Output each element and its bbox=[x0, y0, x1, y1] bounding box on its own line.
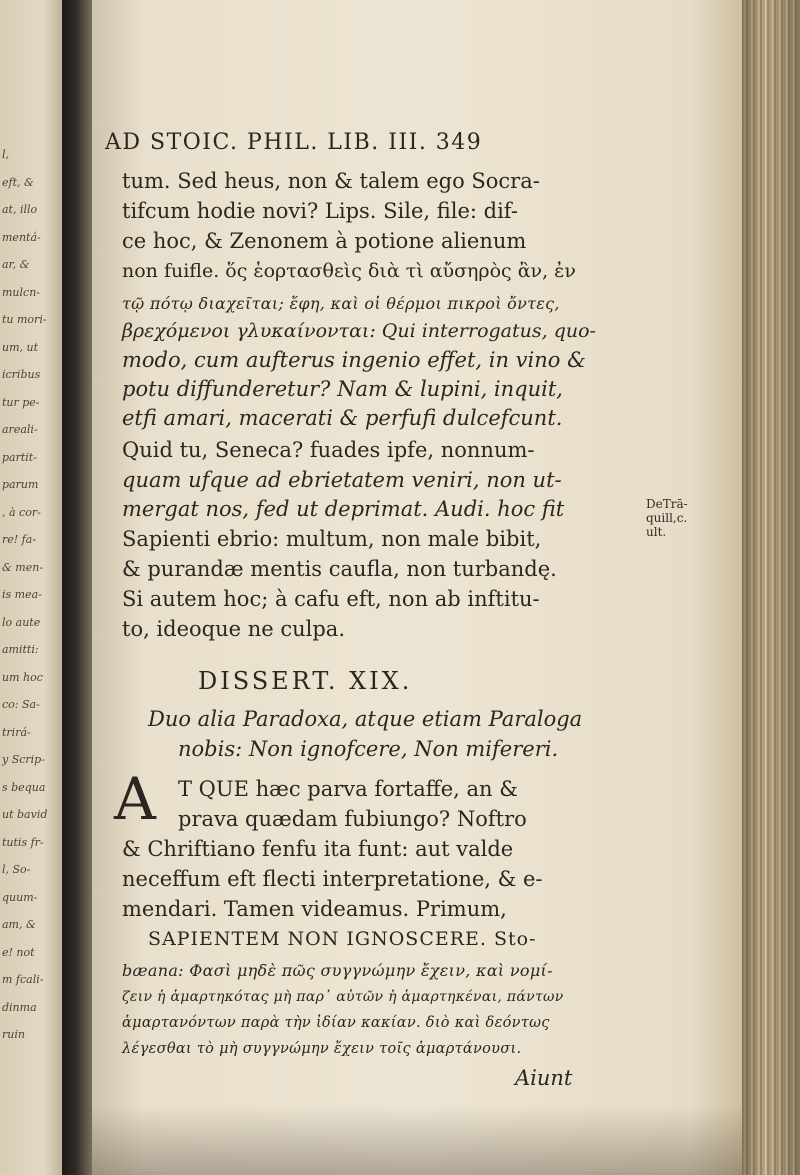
greek-line: ζειν ἡ ἁμαρτηκότας μὴ παρ᾽ αὐτῶν ἡ ἁμαρτηκέναι, πάντων bbox=[122, 989, 564, 1005]
text-line: tifcum hodie novi? Lips. Sile, file: dif- bbox=[122, 199, 518, 223]
left-page-fragment: lo aute bbox=[2, 615, 41, 629]
left-page-fragment: re! fa- bbox=[2, 533, 37, 546]
left-page-fragment: amitti: bbox=[2, 643, 39, 656]
left-page-fragment: ruin bbox=[2, 1028, 25, 1041]
greek-line: ἁμαρτανόντων παρὰ τὴν ἰδίαν κακίαν. διὸ καὶ δεόντως bbox=[122, 1015, 550, 1031]
left-page-fragment: & men- bbox=[2, 560, 44, 574]
text-line: Sapienti ebrio: multum, non male bibit, bbox=[122, 527, 542, 551]
left-page-fragment: ar, & bbox=[2, 258, 30, 271]
text-line: Si autem hoc; à cafu eft, non ab inftitu- bbox=[122, 587, 540, 611]
left-page-fragment: trirá- bbox=[2, 725, 31, 739]
text-line: to, ideoque ne culpa. bbox=[122, 617, 346, 641]
text-line: tum. Sed heus, non & talem ego Socra- bbox=[122, 169, 540, 193]
left-page-fragment: icribus bbox=[2, 368, 41, 381]
subtitle-line: nobis: Non ignofcere, Non mifereri. bbox=[178, 737, 559, 761]
text-line: neceffum eft flecti interpretatione, & e- bbox=[122, 867, 543, 891]
left-page-fragment: mulcn- bbox=[2, 285, 40, 299]
left-page-fragment: eft, & bbox=[2, 175, 34, 189]
text-line: mendari. Tamen videamus. Primum, bbox=[122, 897, 507, 921]
left-page-fragment: m fcali- bbox=[2, 973, 44, 986]
text-line: T QUE hæc parva fortaffe, an & bbox=[178, 777, 518, 801]
left-page-fragment: areali- bbox=[2, 423, 38, 436]
left-page-fragment: mentá- bbox=[2, 230, 41, 244]
margin-note: DeTrā- quill,c. ult. bbox=[646, 497, 688, 539]
drop-cap: A bbox=[114, 765, 156, 833]
left-page-fragment: y Scrip- bbox=[2, 753, 45, 766]
running-head: AD STOIC. PHIL. LIB. III. 349 bbox=[105, 130, 483, 155]
book-gutter bbox=[62, 0, 96, 1175]
text-line: quam ufque ad ebrietatem veniri, non ut- bbox=[122, 468, 562, 492]
left-page-fragment: parum bbox=[2, 478, 39, 491]
text-line: mergat nos, fed ut deprimat. Audi. hoc fit bbox=[122, 497, 565, 521]
text-line: & purandæ mentis caufla, non turbandę. bbox=[122, 557, 557, 581]
catchword: Aiunt bbox=[515, 1066, 573, 1090]
left-page-fragment: ut bavid bbox=[2, 808, 48, 821]
greek-line: bæana: Φασὶ μηδὲ πῶς συγγνώμην ἔχειν, καὶ νομί- bbox=[122, 961, 553, 980]
left-page-fragment: am, & bbox=[2, 918, 36, 931]
section-title: DISSERT. XIX. bbox=[198, 667, 413, 695]
left-page-fragment: e! not bbox=[2, 945, 35, 959]
greek-line: τῷ πότῳ διαχεῖται; ἔφη, καὶ οἱ θέρμοι πικροὶ ὄντες, bbox=[122, 294, 560, 313]
text-line: SAPIENTEM NON IGNOSCERE. Sto- bbox=[148, 928, 537, 950]
text-line: non fuifle. ὅς ἑορτασθεὶς διὰ τὶ αὔσηρὸς ἂν, ἐν bbox=[122, 260, 576, 282]
text-line: βρεχόμενοι γλυκαίνονται: Qui interrogatus, quo- bbox=[122, 320, 596, 342]
text-line: & Chriftiano fenfu ita funt: aut valde bbox=[122, 837, 514, 861]
left-page-fragment: tutis fr- bbox=[2, 835, 44, 849]
text-line: potu diffunderetur? Nam & lupini, inquit, bbox=[122, 377, 563, 401]
left-page-fragment: s bequa bbox=[2, 780, 46, 794]
subtitle-line: Duo alia Paradoxa, atque etiam Paraloga bbox=[148, 707, 583, 731]
page-shadow bbox=[92, 1105, 742, 1175]
left-page-fragment: um hoc bbox=[2, 670, 43, 684]
left-page-fragment: um, ut bbox=[2, 340, 39, 354]
greek-line: λέγεσθαι τὸ μὴ συγγνώμην ἔχειν τοῖς ἁμαρτάνουσι. bbox=[122, 1041, 522, 1057]
left-page-fragment: partit- bbox=[2, 450, 37, 464]
text-line: prava quædam fubiungo? Noftro bbox=[178, 807, 527, 831]
left-page-fragment: , à cor- bbox=[2, 505, 41, 519]
left-page-fragment: quum- bbox=[2, 890, 38, 904]
left-page-fragment: co: Sa- bbox=[2, 698, 40, 711]
text-line: Quid tu, Seneca? fuades ipfe, nonnum- bbox=[122, 438, 535, 462]
left-page-edge bbox=[0, 0, 62, 1175]
left-page-fragment: dinma bbox=[2, 1000, 37, 1014]
left-page-fragment: at, illo bbox=[2, 203, 38, 216]
left-page-fragment: is mea- bbox=[2, 588, 42, 601]
text-line: modo, cum aufterus ingenio effet, in vino & bbox=[122, 348, 586, 372]
text-line: ce hoc, & Zenonem à potione alienum bbox=[122, 229, 527, 253]
left-page-fragment: l, bbox=[2, 148, 10, 161]
page-block-shade bbox=[742, 0, 800, 1175]
left-page-fragment: tu mori- bbox=[2, 313, 47, 326]
text-line: etfi amari, macerati & perfufi dulcefcunt. bbox=[122, 406, 563, 430]
left-page-fragment: tur pe- bbox=[2, 395, 40, 409]
left-page-fragment: l, So- bbox=[2, 863, 31, 876]
